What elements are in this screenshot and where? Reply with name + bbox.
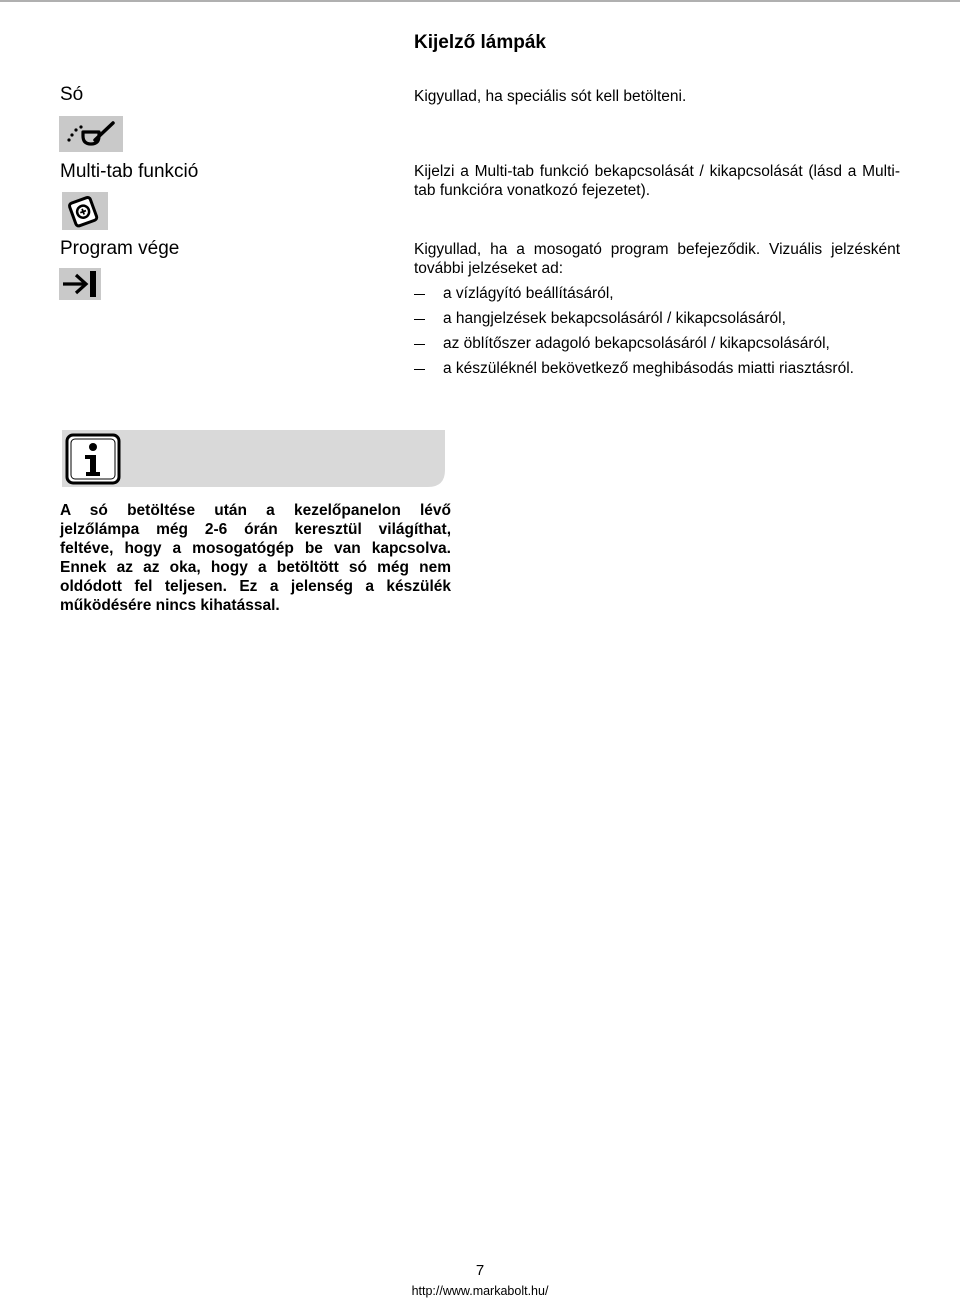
program-end-icon xyxy=(59,268,101,305)
top-rule xyxy=(0,0,960,2)
list-item: az öblítőszer adagoló bekapcsolásáról / kikapcsolásáról, xyxy=(414,334,914,353)
info-note-line: jelzőlámpa még 2-6 órán keresztül világíthat, xyxy=(60,521,451,538)
list-item: a vízlágyító beállításáról, xyxy=(414,284,914,303)
section-heading: Kijelző lámpák xyxy=(414,32,546,53)
dash-bullet xyxy=(414,294,425,295)
indicator-desc-salt: Kigyullad, ha speciális sót kell betölteni. xyxy=(414,88,687,105)
indicator-label-program-end: Program vége xyxy=(60,238,180,259)
footer-url: http://www.markabolt.hu/ xyxy=(411,1284,549,1298)
info-note-line: A só betöltése után a kezelőpanelon lévő xyxy=(60,502,451,519)
info-note-line: oldódott fel teljesen. Ez a jelenség a készülék xyxy=(60,578,451,595)
multi-tab-icon xyxy=(62,192,108,235)
info-note-line: működésére nincs kihatással. xyxy=(60,597,280,614)
info-note-line: Ennek az az oka, hogy a betöltött só még nem xyxy=(60,559,451,576)
page-number: 7 xyxy=(475,1262,485,1279)
indicator-label-multitab: Multi-tab funkció xyxy=(60,161,199,182)
info-banner xyxy=(62,430,445,487)
list-item: a hangjelzések bekapcsolásáról / kikapcsolásáról, xyxy=(414,309,914,328)
program-end-signal-list xyxy=(414,284,914,378)
info-note xyxy=(60,501,451,615)
list-item: a készüléknél bekövetkező meghibásodás miatti riasztásról. xyxy=(414,359,914,378)
dash-bullet xyxy=(414,369,425,370)
salt-indicator-icon xyxy=(59,116,123,157)
dash-bullet xyxy=(414,319,425,320)
indicator-desc-program-end: Kigyullad, ha a mosogató program befejeződik. Vizuális jelzésként további jelzéseket ad: xyxy=(414,241,900,277)
info-note-line: feltéve, hogy a mosogatógép be van kapcsolva. xyxy=(60,540,451,557)
info-icon xyxy=(67,435,119,483)
dash-bullet xyxy=(414,344,425,345)
indicator-label-salt: Só xyxy=(60,84,84,105)
indicator-desc-multitab: Kijelzi a Multi-tab funkció bekapcsolását / kikapcsolását (lásd a Multi-tab funkcióra vonatkozó fejezetet). xyxy=(414,163,900,199)
